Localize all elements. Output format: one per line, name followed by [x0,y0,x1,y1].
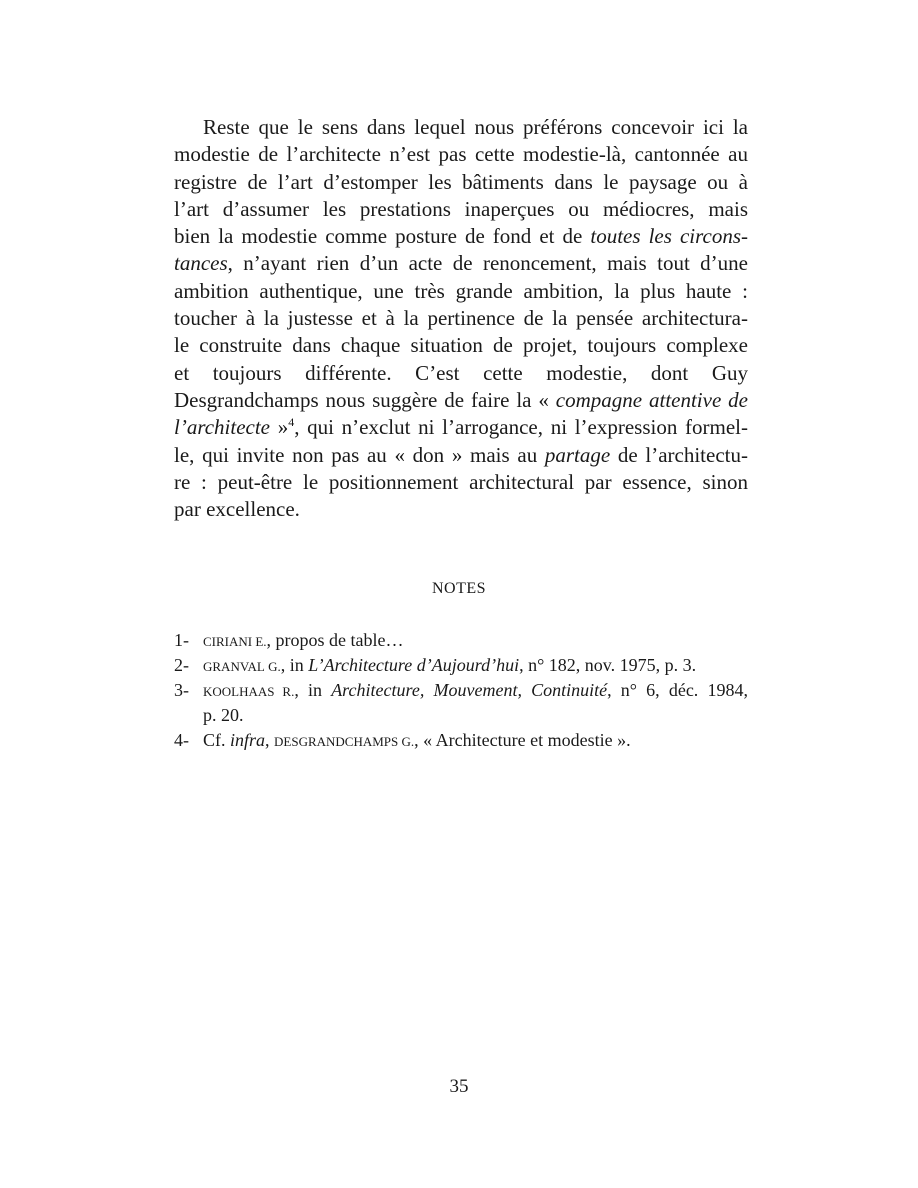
note-number: 2- [174,655,189,675]
note-author: koolhaas r. [203,680,295,700]
text-run: p. 20. [203,705,244,725]
note-number: 1- [174,630,189,650]
text-line [174,250,748,277]
text-line [174,414,748,441]
note-item [174,653,748,678]
text-line: registre de l’art d’estomper les bâtiments dans le paysage ou à [174,169,748,194]
footnote-reference: 4 [288,415,295,430]
body-paragraph [174,114,748,523]
note-author: desgrandchamps g. [274,730,415,750]
note-text [203,628,748,653]
note-text [203,678,748,728]
note-text [203,728,748,753]
text-run: , n° 6, déc. 1984, [607,680,748,700]
italic-text: tances [174,251,228,276]
text-run: le, qui invite non pas au « don » mais au [174,442,545,467]
text-run: , in [294,680,332,700]
italic-text: l’architecte [174,415,271,440]
note-item [174,678,748,728]
italic-text: partage [544,442,611,467]
italic-text: compagne attentive de [555,387,748,412]
text-line: Reste que le sens dans lequel nous préférons concevoir ici la [203,115,748,139]
note-text [203,653,748,678]
notes-heading: NOTES [431,580,487,597]
note-number: 4- [174,730,189,750]
text-line [174,442,748,469]
note-author: ciriani e. [203,630,267,650]
text-line: le construite dans chaque situation de projet, toujours complexe [174,333,748,358]
note-item [174,628,748,653]
text-line: par excellence. [174,497,300,522]
text-line: l’art d’assumer les prestations inaperçues ou médiocres, mais [174,196,748,221]
text-run: » [270,415,289,440]
text-run: , qui n’exclut ni l’arrogance, ni l’expression formel- [294,415,748,440]
note-title: Architecture, Mouvement, Continuité [331,680,608,700]
text-line: toucher à la justesse et à la pertinence de la pensée architectura- [174,306,748,331]
italic-text: toutes les circons- [590,224,748,249]
notes-list [174,628,748,753]
note-number: 3- [174,680,189,700]
text-run: bien la modestie comme posture de fond et de [174,224,591,249]
page-number: 35 [449,1076,469,1097]
text-line [174,223,748,250]
text-line [174,387,748,414]
text-run: de l’architectu- [610,442,748,467]
text-line: et toujours différente. C’est cette modestie, dont Guy [174,360,748,385]
note-item [174,728,748,753]
text-run: Desgrandchamps nous suggère de faire la « [174,387,556,412]
text-run: , in [280,655,309,675]
text-run: , [265,730,275,750]
note-author: granval g. [203,655,281,675]
text-line: ambition authentique, une très grande ambition, la plus haute : [174,278,748,303]
text-run: , propos de table… [266,630,404,650]
note-title: L’Architecture d’Aujourd’hui [308,655,520,675]
text-line: re : peut-être le positionnement architectural par essence, sinon [174,469,748,494]
note-title: infra [230,730,266,750]
text-run: , n° 182, nov. 1975, p. 3. [519,655,697,675]
text-line: modestie de l’architecte n’est pas cette modestie-là, cantonnée au [174,142,748,167]
text-run: , « Architecture et modestie ». [414,730,631,750]
text-run: Cf. [203,730,230,750]
text-run: , n’ayant rien d’un acte de renoncement, mais tout d’une [227,251,748,276]
